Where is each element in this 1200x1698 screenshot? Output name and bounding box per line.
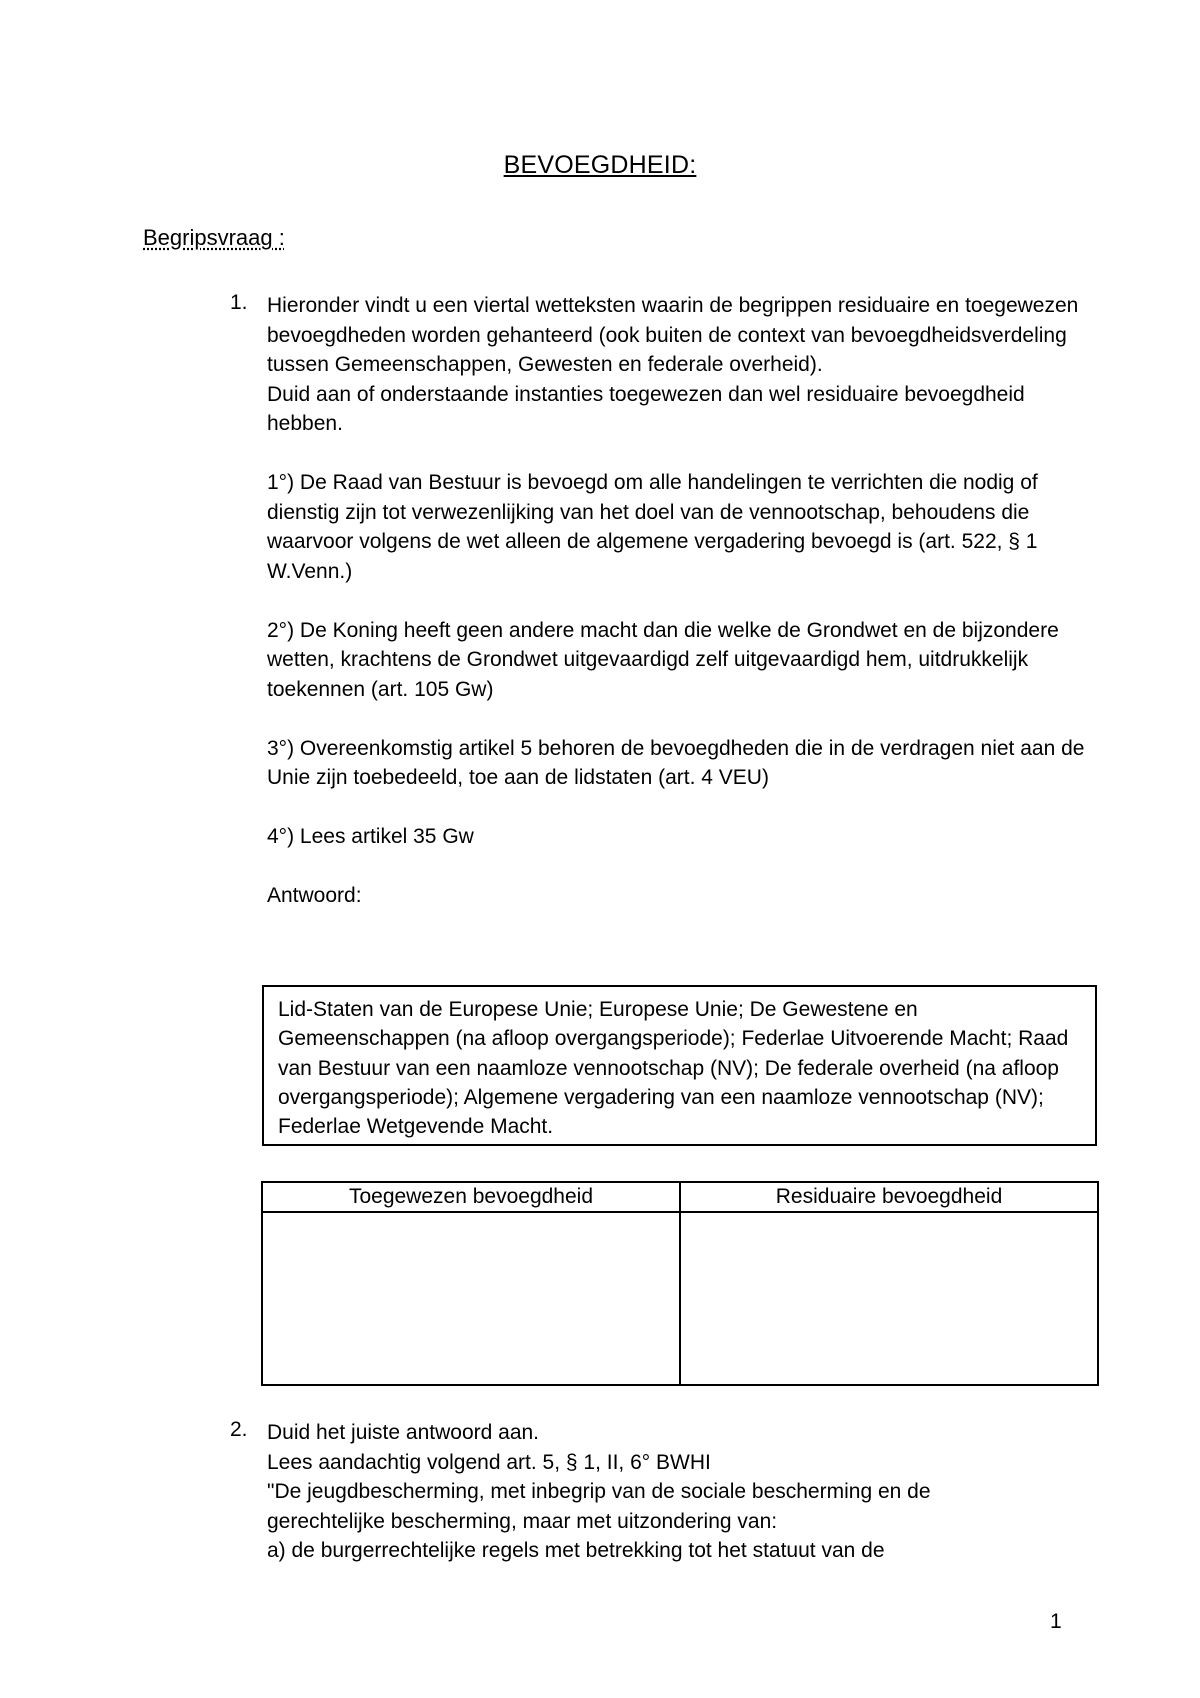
question-1-intro: Hieronder vindt u een viertal wetteksten waarin de begrippen residuaire en toegewezen bevoegdheden worden gehanteerd (ook buiten de context van bevoegdheidsverdeling tussen Gemeenschappen, Gewesten en federale overheid). xyxy=(267,294,1079,376)
table-answer-row xyxy=(262,1212,1098,1385)
question-1-body xyxy=(267,291,1087,911)
question-2-line: "De jeugdbescherming, met inbegrip van de sociale bescherming en de xyxy=(267,1480,931,1503)
answer-label: Antwoord: xyxy=(267,884,362,907)
answer-options-text: Lid-Staten van de Europese Unie; Europese Unie; De Gewestene en Gemeenschappen (na afloop overgangsperiode); Federlae Uitvoerende Macht; Raad van Bestuur van een naamloze vennootschap (NV); De federale overheid (na afloop overgangsperiode); Algemene vergadering van een naamloze vennootschap (NV); Federlae Wetgevende Macht. xyxy=(278,998,1069,1139)
legal-text-1: 1°) De Raad van Bestuur is bevoegd om alle handelingen te verrichten die nodig of dienstig zijn tot verwezenlijking van het doel van de vennootschap, behoudens die waarvoor volgens de wet alleen de algemene vergadering bevoegd is (art. 522, § 1 W.Venn.) xyxy=(267,471,1038,583)
question-2-line: gerechtelijke bescherming, maar met uitzondering van: xyxy=(267,1509,778,1533)
question-1-number: 1. xyxy=(230,291,248,314)
question-1-instruction: Duid aan of onderstaande instanties toegewezen dan wel residuaire bevoegdheid hebben. xyxy=(267,382,1025,435)
question-2-body xyxy=(267,1418,1087,1566)
question-2-line: Lees aandachtig volgend art. 5, § 1, II, 6° BWHI xyxy=(267,1450,711,1474)
legal-text-3: 3°) Overeenkomstig artikel 5 behoren de bevoegdheden die in de verdragen niet aan de Unie zijn toebedeeld, toe aan de lidstaten (art. 4 VEU) xyxy=(267,736,1085,789)
answer-cell-residuaire[interactable] xyxy=(680,1212,1098,1385)
classification-table xyxy=(261,1181,1099,1386)
table-header-row xyxy=(262,1182,1098,1212)
answer-cell-toegewezen[interactable] xyxy=(262,1212,680,1385)
question-2-number: 2. xyxy=(230,1418,248,1441)
legal-text-4: 4°) Lees artikel 35 Gw xyxy=(267,825,474,848)
section-label: Begripsvraag : xyxy=(143,225,285,250)
question-2-line: Duid het juiste antwoord aan. xyxy=(267,1421,540,1444)
page-title: BEVOEGDHEID: xyxy=(503,151,697,179)
page-number: 1 xyxy=(1050,1610,1062,1633)
column-header-residuaire: Residuaire bevoegdheid xyxy=(680,1182,1098,1212)
column-header-toegewezen: Toegewezen bevoegdheid xyxy=(262,1182,680,1212)
answer-options-box xyxy=(262,985,1097,1146)
question-2-line: a) de burgerrechtelijke regels met betrekking tot het statuut van de xyxy=(267,1539,885,1562)
legal-text-2: 2°) De Koning heeft geen andere macht dan die welke de Grondwet en de bijzondere wetten, krachtens de Grondwet uitgevaardigd zelf uitgevaardigd hem, uitdrukkelijk toekennen (art. 105 Gw) xyxy=(267,618,1059,701)
